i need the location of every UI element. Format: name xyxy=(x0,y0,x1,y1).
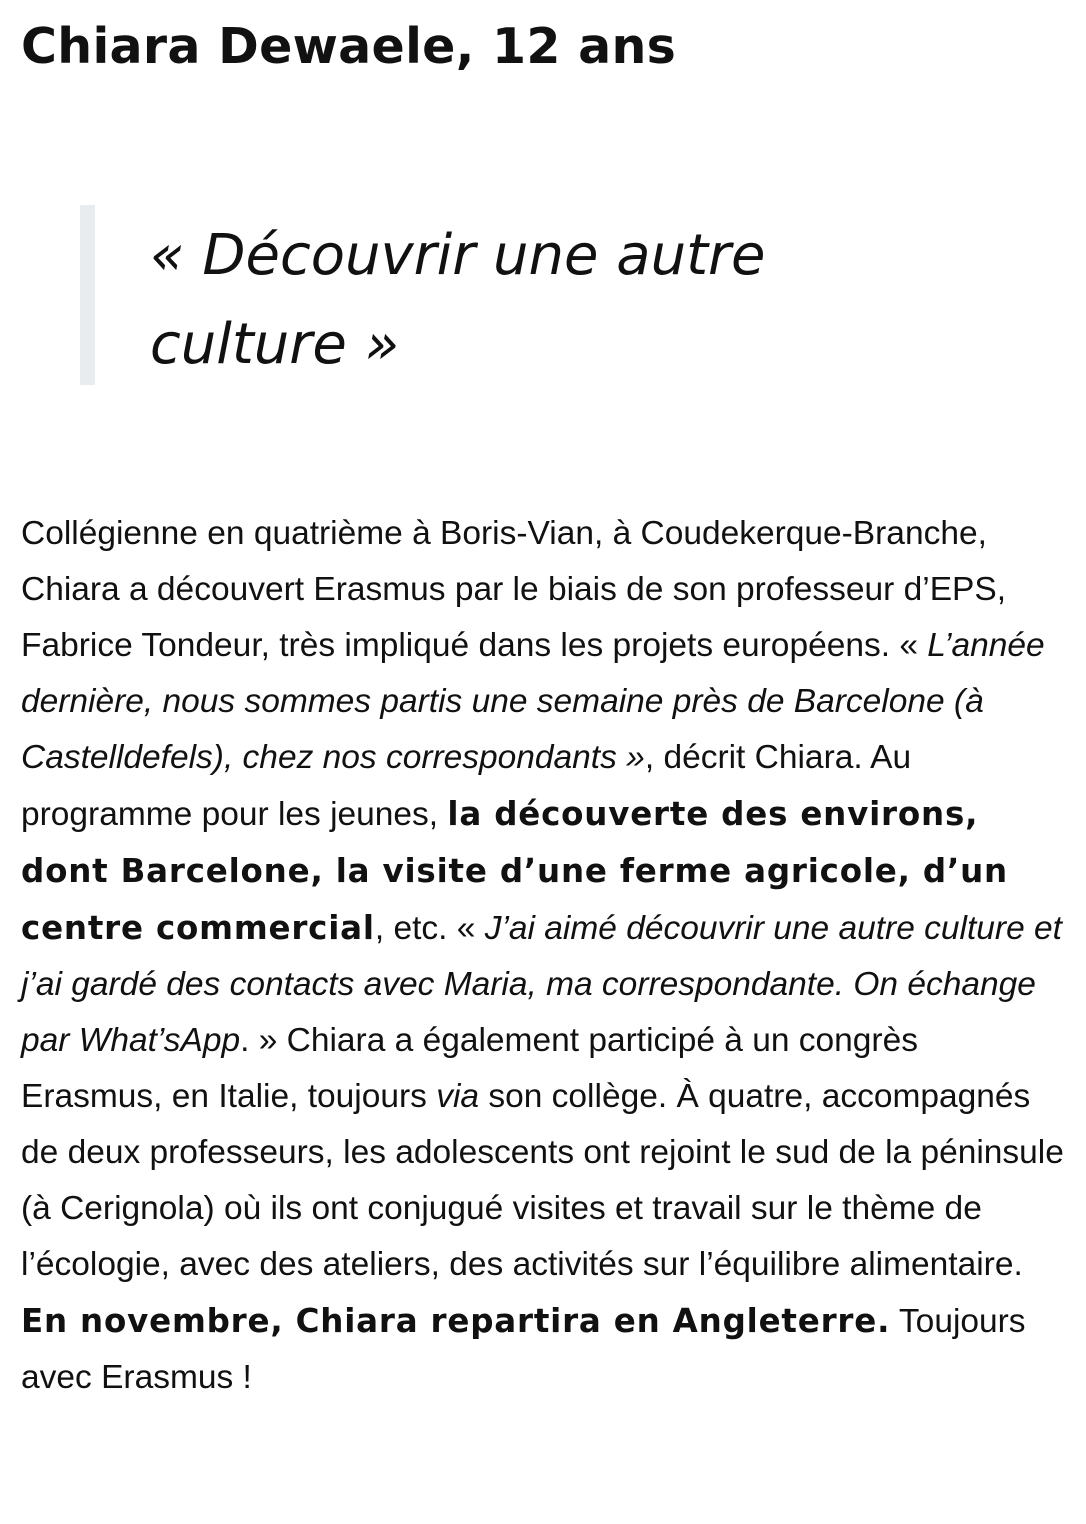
quote-close-segment: » xyxy=(616,739,645,776)
pull-quote-text: « Découvrir une autre culture » xyxy=(150,223,766,377)
article-heading: Chiara Dewaele, 12 ans xyxy=(21,18,677,75)
text-segment: , etc. « xyxy=(374,910,485,947)
bold-segment: En novembre, Chiara repartira en Angleterre. xyxy=(21,1302,891,1340)
quote-segment: L’année dernière, nous sommes partis une semaine près de Barcelone (à Castelldefels), chez nos correspondants xyxy=(21,627,1045,776)
text-segment: Collégienne en quatrième à Boris-Vian, à Coudekerque-Branche, Chiara a découvert Erasmus par le biais de son professeur d’EPS, Fabrice Tondeur, très impliqué dans les projets européens. « xyxy=(21,515,1007,664)
article-paragraph xyxy=(21,506,1066,1406)
text-segment: . » Chiara a également participé à un congrès Erasmus, en Italie, toujours xyxy=(21,1022,918,1115)
text-segment: Toujours avec Erasmus ! xyxy=(21,1303,1026,1396)
article xyxy=(21,0,1066,1396)
text-segment: , décrit Chiara. Au programme pour les jeunes, xyxy=(21,739,912,833)
quote-segment: J’ai aimé découvrir une autre culture et j’ai gardé des contacts avec Maria, ma correspondante. On échange par What’sApp xyxy=(21,910,1062,1059)
text-segment: son collège. À quatre, accompagnés de deux professeurs, les adolescents ont rejoint le sud de la péninsule (à Cerignola) où ils ont conjugué visites et travail sur le thème de l’écologie, avec des ateliers, des activités sur l’équilibre alimentaire. xyxy=(21,1078,1064,1283)
pull-quote xyxy=(80,205,800,385)
bold-segment: la découverte des environs, dont Barcelone, la visite d’une ferme agricole, d’un centre commercial xyxy=(21,795,1008,947)
italic-word: via xyxy=(436,1078,480,1115)
